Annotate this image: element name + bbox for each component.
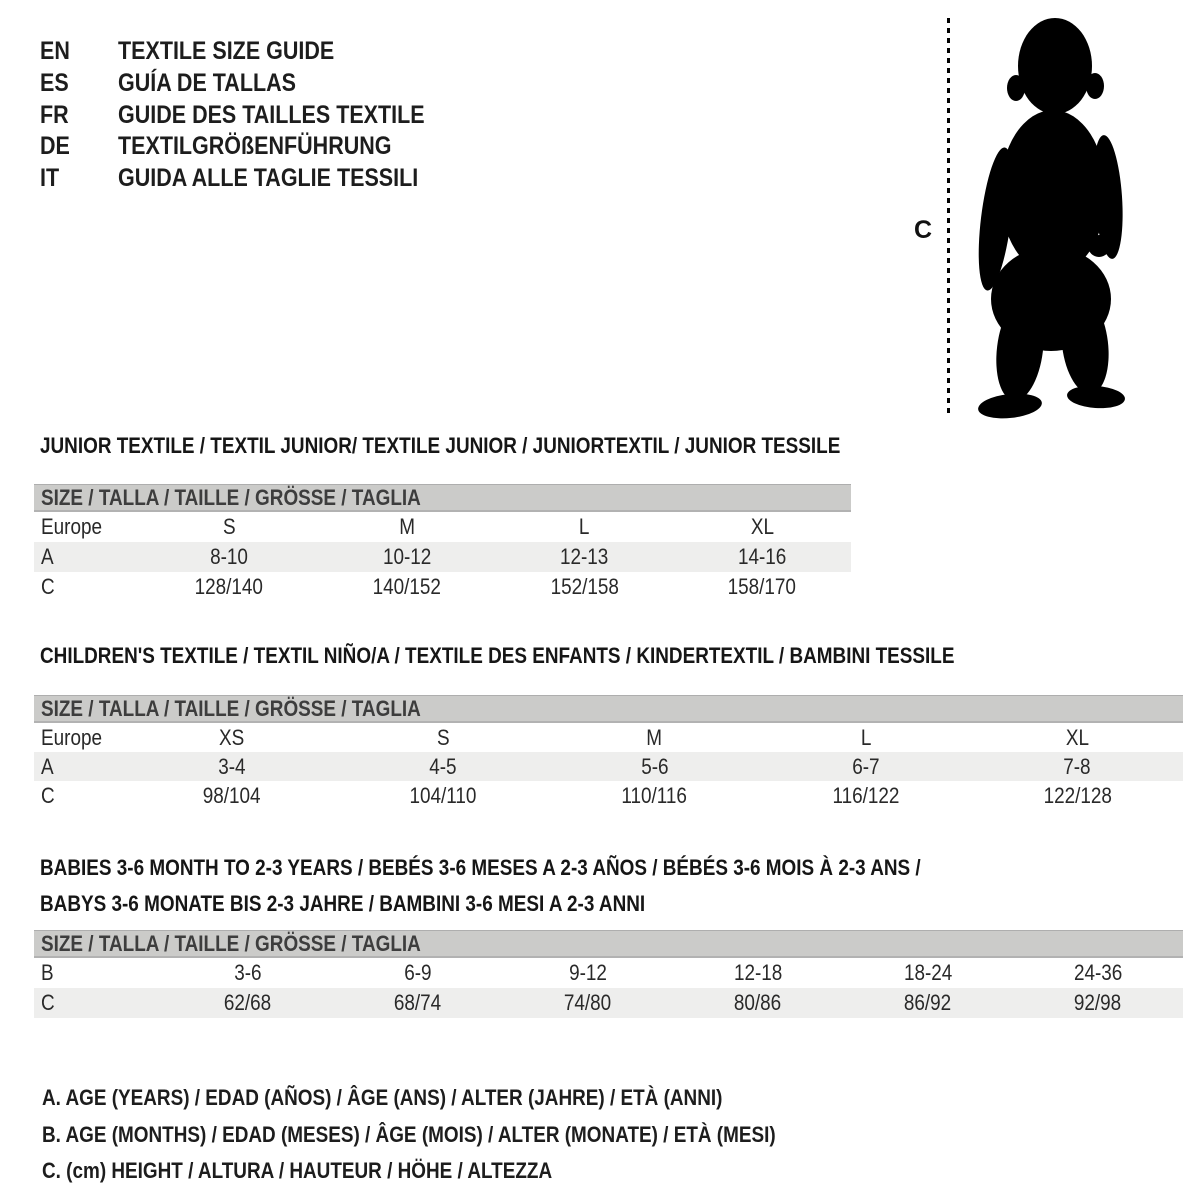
cell-value: 24-36 bbox=[1073, 960, 1123, 985]
cell-value: 3-6 bbox=[234, 960, 262, 985]
cell-value: 6-9 bbox=[404, 960, 432, 985]
cell-value: 7-8 bbox=[1063, 753, 1091, 779]
cell-value: 110/116 bbox=[621, 782, 688, 808]
cell-value: 128/140 bbox=[194, 574, 264, 599]
children-size-header-bar bbox=[34, 695, 1183, 723]
cell-value: 86/92 bbox=[904, 990, 952, 1015]
language-code: ES bbox=[40, 69, 69, 98]
cell-value: S bbox=[222, 514, 236, 539]
size-header-label: SIZE / TALLA / TAILLE / GRÖSSE / TAGLIA bbox=[41, 484, 421, 510]
toddler-silhouette-image bbox=[958, 14, 1140, 420]
cell-value: 122/128 bbox=[1043, 782, 1112, 808]
cell-value: 18-24 bbox=[903, 960, 953, 985]
cell-value: XS bbox=[218, 724, 245, 750]
language-code: EN bbox=[40, 37, 70, 66]
row-label: Europe bbox=[41, 724, 103, 750]
language-row-es bbox=[40, 68, 475, 100]
row-label: Europe bbox=[41, 514, 103, 539]
language-row-fr bbox=[40, 99, 475, 131]
babies-title-line2: BABYS 3-6 MONATE BIS 2-3 JAHRE / BAMBINI 3-6 MESI A 2-3 ANNI bbox=[40, 891, 646, 916]
cell-value: 74/80 bbox=[564, 990, 612, 1015]
cell-value: 14-16 bbox=[737, 544, 787, 569]
cell-value: L bbox=[579, 514, 590, 539]
children-section-title: CHILDREN'S TEXTILE / TEXTIL NIÑO/A / TEXTILE DES ENFANTS / KINDERTEXTIL / BAMBINI TESSILE bbox=[40, 643, 955, 668]
height-dashed-line bbox=[947, 18, 950, 416]
guide-title-en: TEXTILE SIZE GUIDE bbox=[118, 37, 335, 66]
language-row-it bbox=[40, 163, 475, 195]
cell-value: 80/86 bbox=[734, 990, 782, 1015]
row-label: C bbox=[41, 990, 55, 1015]
cell-value: 62/68 bbox=[224, 990, 272, 1015]
junior-section-title: JUNIOR TEXTILE / TEXTIL JUNIOR/ TEXTILE JUNIOR / JUNIORTEXTIL / JUNIOR TESSILE bbox=[40, 433, 841, 458]
cell-value: L bbox=[860, 724, 872, 750]
table-row bbox=[34, 781, 1183, 810]
guide-title-it: GUIDA ALLE TAGLIE TESSILI bbox=[118, 164, 419, 193]
cell-value: 8-10 bbox=[210, 544, 248, 569]
language-row-de bbox=[40, 131, 475, 163]
row-label: C bbox=[41, 782, 55, 808]
row-label: A bbox=[41, 753, 54, 779]
junior-size-table bbox=[34, 484, 851, 602]
cell-value: 98/104 bbox=[202, 782, 261, 808]
row-label: B bbox=[41, 960, 54, 985]
cell-value: XL bbox=[1065, 724, 1089, 750]
table-row bbox=[34, 572, 851, 602]
cell-value: 152/158 bbox=[550, 574, 619, 599]
table-row bbox=[34, 512, 851, 542]
legend-line-c: C. (cm) HEIGHT / ALTURA / HAUTEUR / HÖHE / ALTEZZA bbox=[42, 1158, 553, 1184]
cell-value: 140/152 bbox=[372, 574, 441, 599]
legend-line-a: A. AGE (YEARS) / EDAD (AÑOS) / ÂGE (ANS) / ALTER (JAHRE) / ETÀ (ANNI) bbox=[42, 1085, 723, 1111]
guide-title-fr: GUIDE DES TAILLES TEXTILE bbox=[118, 100, 425, 129]
cell-value: M bbox=[646, 724, 663, 750]
junior-size-header-bar bbox=[34, 484, 851, 512]
language-code: FR bbox=[40, 100, 69, 129]
table-row bbox=[34, 723, 1183, 752]
cell-value: 158/170 bbox=[727, 574, 797, 599]
babies-size-header-bar bbox=[34, 930, 1183, 958]
cell-value: 9-12 bbox=[569, 960, 607, 985]
table-row bbox=[34, 542, 851, 572]
babies-section-title bbox=[40, 850, 1064, 922]
cell-value: 5-6 bbox=[640, 753, 669, 779]
babies-title-line1: BABIES 3-6 MONTH TO 2-3 YEARS / BEBÉS 3-6 MESES A 2-3 AÑOS / BÉBÉS 3-6 MOIS À 2-3 ANS / bbox=[40, 855, 921, 880]
guide-title-es: GUÍA DE TALLAS bbox=[118, 69, 296, 98]
size-header-label: SIZE / TALLA / TAILLE / GRÖSSE / TAGLIA bbox=[41, 695, 421, 721]
measurement-legend bbox=[42, 1080, 895, 1190]
cell-value: 3-4 bbox=[217, 753, 246, 779]
height-measure-label: C bbox=[914, 216, 933, 244]
cell-value: 104/110 bbox=[409, 782, 477, 808]
cell-value: 10-12 bbox=[382, 544, 431, 569]
cell-value: 68/74 bbox=[394, 990, 442, 1015]
cell-value: 92/98 bbox=[1074, 990, 1122, 1015]
language-code: IT bbox=[40, 164, 60, 193]
row-label: A bbox=[41, 544, 54, 569]
row-label: C bbox=[41, 574, 55, 599]
table-row bbox=[34, 752, 1183, 781]
table-row bbox=[34, 988, 1183, 1018]
cell-value: 6-7 bbox=[852, 753, 880, 779]
cell-value: XL bbox=[750, 514, 774, 539]
language-title-list bbox=[40, 36, 475, 194]
language-code: DE bbox=[40, 132, 70, 161]
children-size-table bbox=[34, 695, 1183, 810]
guide-title-de: TEXTILGRÖßENFÜHRUNG bbox=[118, 132, 392, 161]
cell-value: M bbox=[398, 514, 415, 539]
language-row-en bbox=[40, 36, 475, 68]
legend-line-b: B. AGE (MONTHS) / EDAD (MESES) / ÂGE (MOIS) / ALTER (MONATE) / ETÀ (MESI) bbox=[42, 1121, 776, 1147]
cell-value: 12-18 bbox=[733, 960, 783, 985]
babies-size-table bbox=[34, 930, 1183, 1018]
cell-value: 116/122 bbox=[832, 782, 900, 808]
size-header-label: SIZE / TALLA / TAILLE / GRÖSSE / TAGLIA bbox=[41, 930, 421, 956]
table-row bbox=[34, 958, 1183, 988]
cell-value: S bbox=[436, 724, 450, 750]
cell-value: 12-13 bbox=[560, 544, 609, 569]
cell-value: 4-5 bbox=[429, 753, 457, 779]
